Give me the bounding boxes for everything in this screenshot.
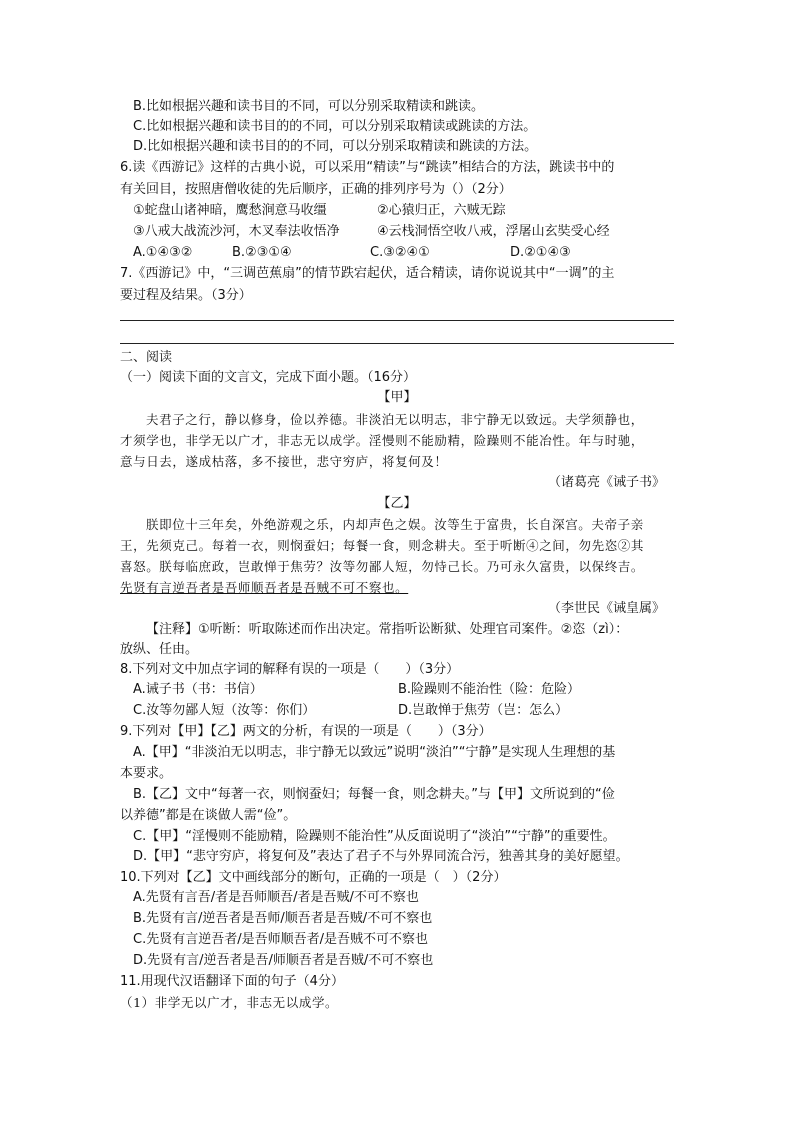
q9-option-b-line2: 以养德”都是在谈做人需“俭”。 bbox=[120, 808, 297, 823]
q6-option-c: C.③②④① bbox=[370, 245, 430, 260]
q6-item-4: ④云栈洞悟空收八戒，浮屠山玄奘受心经 bbox=[377, 224, 610, 239]
q8-option-c: C.汝等勿鄙人短（汝等：你们） bbox=[133, 703, 316, 718]
note-line-2: 放纵、任由。 bbox=[120, 642, 199, 657]
jia-heading: 【甲】 bbox=[377, 390, 417, 405]
note-line-1: 【注释】①听断：听取陈述而作出决定。常指听讼断狱、处理官司案件。②恣（zì）： bbox=[146, 622, 629, 637]
option-d: D.比如根据兴趣和读书目的的不同，可以分别采取精读和跳读的方法。 bbox=[133, 139, 538, 154]
answer-line-1 bbox=[120, 320, 674, 321]
q6-item-2: ②心猿归正，六贼无踪 bbox=[377, 203, 506, 218]
option-c: C.比如根据兴趣和读书目的的不同，可以分别采取精读或跳读的方法。 bbox=[133, 119, 537, 134]
jia-line-3: 意与日去，遂成枯落，多不接世，悲守穷庐，将复何及！ bbox=[120, 454, 448, 469]
yi-heading: 【乙】 bbox=[377, 496, 417, 511]
section-title: 二、阅读 bbox=[120, 350, 173, 365]
q6-stem-line2: 有关回目，按照唐僧收徒的先后顺序，正确的排列序号为（）（2分） bbox=[120, 182, 512, 197]
q7-stem-line1: 7.《西游记》中，“三调芭蕉扇”的情节跌宕起伏，适合精读，请你说说其中“一调”的主 bbox=[120, 266, 615, 281]
jia-source: （诸葛亮《诫子书》 bbox=[548, 475, 666, 490]
answer-line-2 bbox=[120, 343, 674, 344]
q8-stem: 8.下列对文中加点字词的解释有误的一项是（ ）（3分） bbox=[120, 662, 460, 677]
q6-option-d: D.②①④③ bbox=[510, 245, 571, 260]
q10-stem: 10.下列对【乙】文中画线部分的断句，正确的一项是（ ）（2分） bbox=[120, 870, 507, 885]
jia-line-1: 夫君子之行，静以修身，俭以养德。非淡泊无以明志，非宁静无以致远。夫学须静也， bbox=[146, 412, 644, 427]
q8-option-d: D.岂敢惮于焦劳（岂：怎么） bbox=[398, 703, 569, 718]
q9-option-d: D.【甲】“悲守穷庐，将复何及”表达了君子不与外界同流合污，独善其身的美好愿望。 bbox=[133, 849, 629, 864]
q9-option-b-line1: B.【乙】文中“每著一衣，则悯蚕妇；每餐一食，则念耕夫。”与【甲】文所说到的“俭 bbox=[133, 787, 615, 802]
section-subtitle: （一）阅读下面的文言文，完成下面小题。（16分） bbox=[120, 370, 417, 385]
yi-line-2: 王，先须克己。每着一衣，则悯蚕妇；每餐一食，则念耕夫。至于听断④之间，勿先恣②其 bbox=[120, 538, 645, 553]
q7-stem-line2: 要过程及结果。（3分） bbox=[120, 288, 252, 303]
yi-line-3: 喜怒。朕每临庶政，岂敢惮于焦劳？汝等勿鄙人短，勿恃己长。乃可永久富贵，以保终吉。 bbox=[120, 559, 645, 574]
q8-option-a: A.诫子书（书：书信） bbox=[133, 682, 263, 697]
yi-source: （李世民《诫皇属》 bbox=[548, 601, 666, 616]
q9-option-a-line1: A.【甲】“非淡泊无以明志，非宁静无以致远”说明“淡泊”“宁静”是实现人生理想的基 bbox=[133, 745, 616, 760]
yi-line-1: 朕即位十三年矣，外绝游观之乐，内却声色之娱。汝等生于富贵，长自深宫。夫帝子亲 bbox=[146, 517, 644, 532]
option-b: B.比如根据兴趣和读书目的不同，可以分别采取精读和跳读。 bbox=[133, 99, 485, 114]
q6-option-b: B.②③①④ bbox=[232, 245, 292, 260]
q6-option-a: A.①④③② bbox=[133, 245, 193, 260]
q10-option-d: D.先贤有言/逆吾者是吾/师顺吾者是吾贼/不可不察也 bbox=[133, 953, 434, 968]
q8-option-b: B.险躁则不能治性（险：危险） bbox=[398, 682, 581, 697]
q10-option-b: B.先贤有言/逆吾者是吾师/顺吾者是吾贼/不可不察也 bbox=[133, 911, 433, 926]
q6-item-1: ①蛇盘山诸神暗，鹰愁涧意马收缰 bbox=[133, 203, 327, 218]
q6-item-3: ③八戒大战流沙河，木叉奉法收悟净 bbox=[133, 224, 340, 239]
q9-stem: 9.下列对【甲】【乙】两文的分析，有误的一项是（ ）（3分） bbox=[120, 724, 492, 739]
q10-option-a: A.先贤有言吾/者是吾师顺吾/者是吾贼/不可不察也 bbox=[133, 890, 419, 905]
q6-stem-line1: 6.读《西游记》这样的古典小说，可以采用“精读”与“跳读”相结合的方法，跳读书中的 bbox=[120, 160, 615, 175]
q9-option-c: C.【甲】“淫慢则不能励精，险躁则不能治性”从反面说明了“淡泊”“宁静”的重要性。 bbox=[133, 829, 616, 844]
yi-underlined-line: 先贤有言逆吾者是吾师顺吾者是吾贼不可不察也。 bbox=[120, 580, 409, 595]
jia-line-2: 才须学也，非学无以广才，非志无以成学。淫慢则不能励精，险躁则不能冶性。年与时驰， bbox=[120, 433, 645, 448]
q11-sentence-1: （1）非学无以广才，非志无以成学。 bbox=[120, 995, 339, 1010]
q9-option-a-line2: 本要求。 bbox=[120, 766, 173, 781]
q10-option-c: C.先贤有言逆吾者/是吾师顺吾者/是吾贼不可不察也 bbox=[133, 932, 428, 947]
q11-stem: 11.用现代汉语翻译下面的句子（4分） bbox=[120, 974, 344, 989]
